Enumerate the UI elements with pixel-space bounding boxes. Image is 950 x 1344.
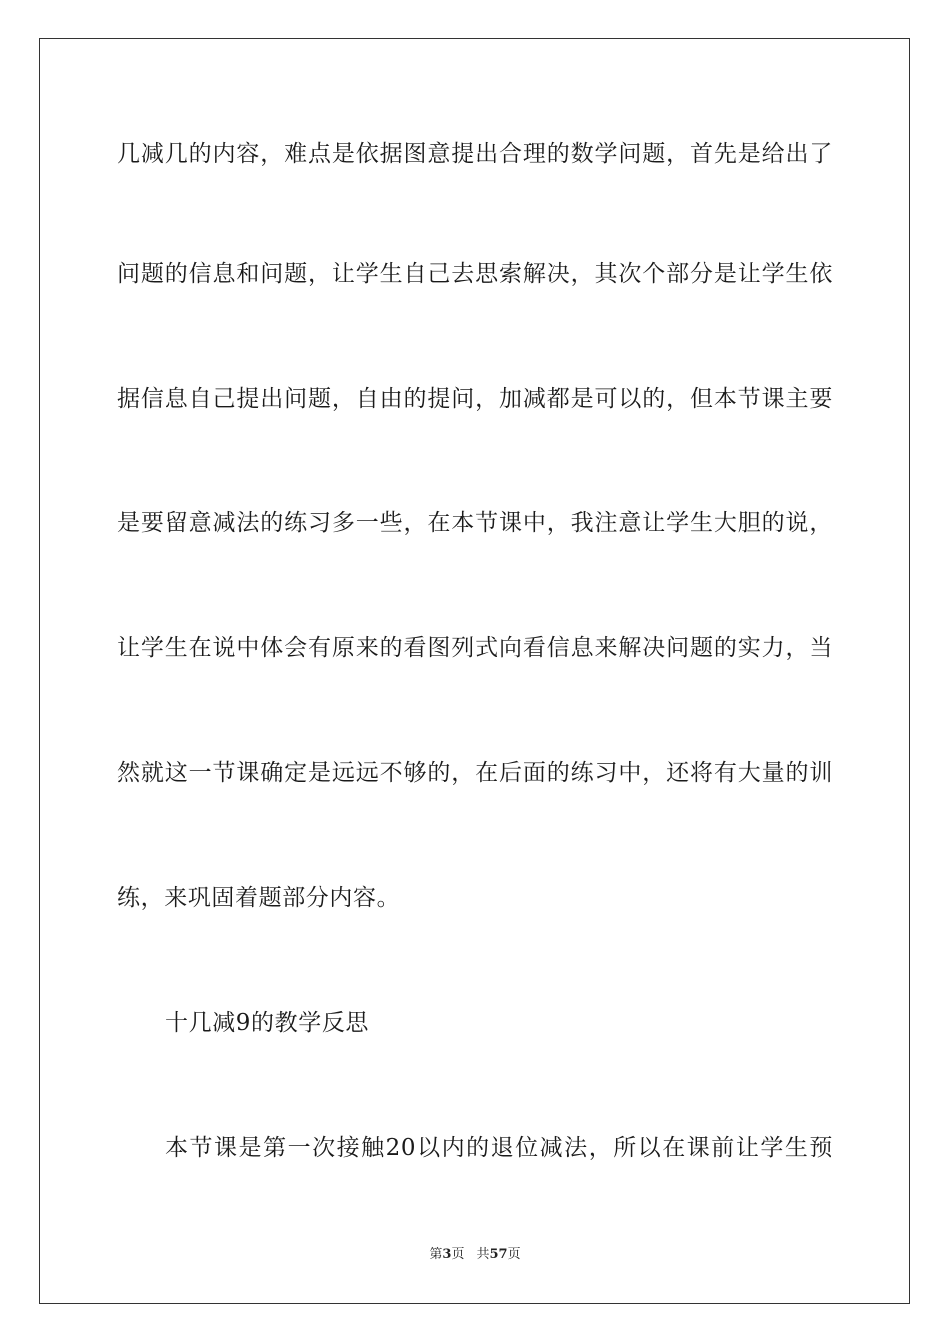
body-text-line-4: 是要留意减法的练习多一些，在本节课中，我注意让学生大胆的说， xyxy=(117,510,833,536)
body-text-line-2: 问题的信息和问题，让学生自己去思索解决，其次个部分是让学生依 xyxy=(117,261,833,287)
page-footer xyxy=(0,1246,950,1264)
page-prefix: 第 xyxy=(429,1247,443,1262)
page-number: 3 xyxy=(442,1247,452,1262)
section-heading: 十几减9的教学反思 xyxy=(165,1010,370,1036)
total-prefix: 共 xyxy=(476,1247,490,1262)
page-border xyxy=(39,38,910,1304)
body-text-line-3: 据信息自己提出问题，自由的提问，加减都是可以的，但本节课主要 xyxy=(117,386,833,412)
total-pages: 57 xyxy=(489,1247,508,1262)
total-suffix: 页 xyxy=(507,1247,521,1262)
page-suffix: 页 xyxy=(451,1247,465,1262)
body-text-next-paragraph: 本节课是第一次接触20以内的退位减法，所以在课前让学生预 xyxy=(165,1135,833,1161)
body-text-line-1: 几减几的内容，难点是依据图意提出合理的数学问题，首先是给出了 xyxy=(117,141,833,167)
body-text-line-6: 然就这一节课确定是远远不够的，在后面的练习中，还将有大量的训 xyxy=(117,760,833,786)
body-text-line-7: 练，来巩固着题部分内容。 xyxy=(117,885,401,911)
body-text-line-5: 让学生在说中体会有原来的看图列式向看信息来解决问题的实力，当 xyxy=(117,635,833,661)
